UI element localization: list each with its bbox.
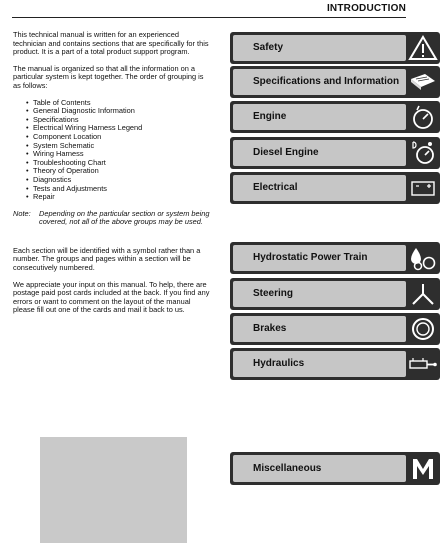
list-item: • Diagnostics [33, 176, 213, 185]
book-icon [408, 69, 438, 95]
section-tab-label: Electrical [253, 182, 298, 193]
section-tab-specifications[interactable] [230, 66, 440, 98]
list-item: • Component Location [33, 133, 213, 142]
list-item: • Table of Contents [33, 99, 213, 108]
section-tab-label: Specifications and Information [253, 76, 400, 87]
intro-paragraph: This technical manual is written for an experienced technician and contains sections that are specifically for this product. It is a part of a total product support program. [13, 30, 209, 57]
list-item: • Specifications [33, 116, 213, 125]
list-item: • Troubleshooting Chart [33, 159, 213, 168]
hydrostatic-icon [408, 245, 438, 271]
list-item: • Electrical Wiring Harness Legend [33, 124, 213, 133]
list-item: • Tests and Adjustments [33, 185, 213, 194]
warning-triangle-icon [408, 35, 438, 61]
section-tab-label: Hydraulics [253, 358, 305, 369]
list-item: • Repair [33, 193, 213, 202]
section-tab-diesel-engine[interactable] [230, 137, 440, 169]
section-tab-miscellaneous[interactable] [230, 452, 440, 485]
engine-gauge-icon [408, 104, 438, 130]
section-tab-engine[interactable] [230, 101, 440, 133]
header-rule [12, 17, 406, 18]
intro-paragraph: The manual is organized so that all the information on a particular system is kept together. The order of grouping is as follows: [13, 63, 204, 90]
battery-icon [408, 175, 438, 201]
section-tab-steering[interactable] [230, 278, 440, 310]
section-tab-brakes[interactable] [230, 313, 440, 345]
page-title: INTRODUCTION [326, 3, 406, 14]
section-tab-label: Hydrostatic Power Train [253, 252, 368, 263]
letter-m-icon [408, 456, 438, 482]
group-order-list [13, 99, 213, 202]
list-item: • Theory of Operation [33, 167, 213, 176]
note-label: Note: [13, 208, 31, 218]
intro-paragraph: Each section will be identified with a symbol rather than a number. The groups and pages within a section will be consecutively numbered. [13, 245, 201, 273]
steering-icon [408, 281, 438, 307]
intro-paragraph: We appreciate your input on this manual. To help, there are postage paid post cards included at the back. If you find any errors or want to comment on the layout of the manual please fill out one of the cards and mail it back to us. [13, 279, 210, 315]
section-tab-label: Safety [253, 42, 284, 53]
section-tab-label: Diesel Engine [253, 147, 319, 158]
section-tab-hydrostatic-power-train[interactable] [230, 242, 440, 274]
brake-disc-icon [408, 316, 438, 342]
section-tab-hydraulics[interactable] [230, 348, 440, 380]
section-tab-label: Brakes [253, 323, 287, 334]
list-item: • System Schematic [33, 142, 213, 151]
diesel-engine-icon [408, 140, 438, 166]
note [13, 210, 213, 227]
section-tab-label: Miscellaneous [253, 462, 322, 474]
section-tab-label: Engine [253, 111, 287, 122]
hydraulic-cylinder-icon [408, 351, 438, 377]
section-tab-label: Steering [253, 288, 294, 299]
section-tab-electrical[interactable] [230, 172, 440, 204]
image-placeholder [40, 437, 187, 543]
intro-text-column [13, 31, 213, 323]
note-text: Depending on the particular section or system being covered, not all of the above groups may be used. [39, 208, 210, 227]
list-item: • General Diagnostic Information [33, 107, 213, 116]
list-item: • Wiring Harness [33, 150, 213, 159]
section-tab-safety[interactable] [230, 32, 440, 64]
